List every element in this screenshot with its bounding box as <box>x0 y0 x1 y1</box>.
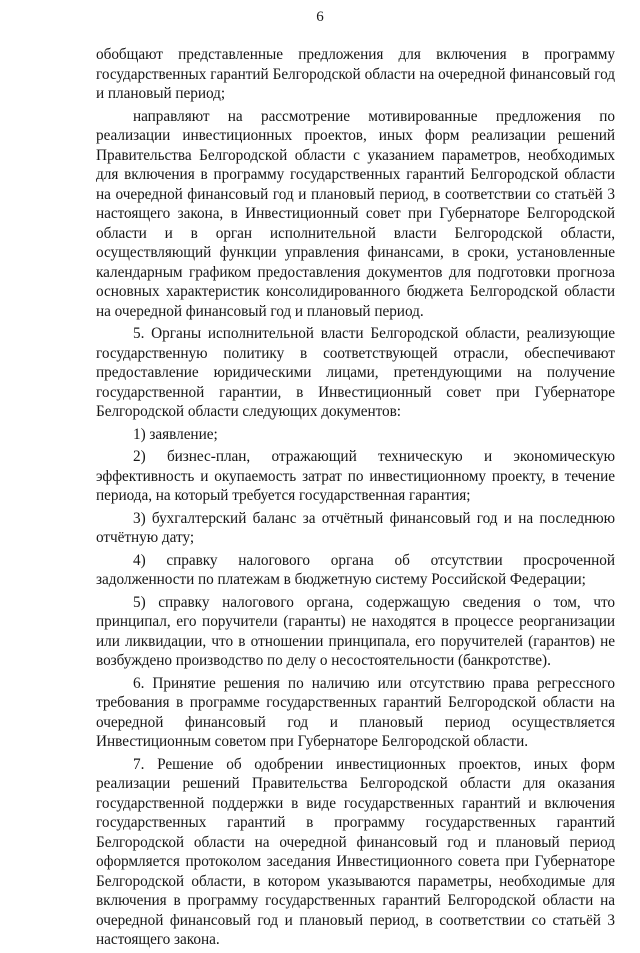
list-item-2: 2) бизнес-план, отражающий техническую и экономическую эффективность и окупаемость затрат по инвестиционному проекту, в течение периода, на который требуется государственная гарантия; <box>96 448 615 504</box>
page-number: 6 <box>316 9 324 25</box>
list-item-3: 3) бухгалтерский баланс за отчётный финансовый год и на последнюю отчётную дату; <box>96 509 615 546</box>
paragraph-clause-6: 6. Принятие решения по наличию или отсутствию права регрессного требования в программе государственных гарантий Белгородской области на очередной финансовый год и плановый период осуществляется Инвестиционным советом при Губернаторе Белгородской области. <box>96 674 615 750</box>
list-item-4: 4) справку налогового органа об отсутствии просроченной задолженности по платежам в бюджетную систему Российской Федерации; <box>96 551 615 588</box>
paragraph-proposals: направляют на рассмотрение мотивированные предложения по реализации инвестиционных проектов, иных форм реализации решений Правительства Белгородской области с указанием параметров, необходимых для включения в программу государственных гарантий Белгородской области на очередной финансовый год и плановый период, в соответствии со статьёй 3 настоящего закона, в Инвестиционный совет при Губернаторе Белгородской области и в орган исполнительной власти Белгородской области, осуществляющий функции управления финансами, в сроки, установленные календарным графиком предоставления документов для подготовки прогноза основных характеристик консолидированного бюджета Белгородской области на очередной финансовый год и плановый период. <box>96 107 615 320</box>
paragraph-clause-7: 7. Решение об одобрении инвестиционных проектов, иных форм реализации решений Правительства Белгородской области для оказания государственной поддержки в виде государственных гарантий и включения государственных гарантий в программу государственных гарантий Белгородской области на очередной финансовый год и плановый период оформляется протоколом заседания Инвестиционного совета при Губернаторе Белгородской области, в котором указываются параметры, необходимые для включения в программу государственных гарантий Белгородской области на очередной финансовый год и плановый период, в соответствии со статьёй 3 настоящего закона. <box>96 755 615 948</box>
paragraph-continuation: обобщают представленные предложения для включения в программу государственных гарантий Белгородской области на очередной финансовый год и плановый период; <box>96 46 615 102</box>
list-item-1: 1) заявление; <box>133 425 218 443</box>
document-body <box>96 45 615 953</box>
list-item-5: 5) справку налогового органа, содержащую сведения о том, что принципал, его поручители (гаранты) не находятся в процессе реорганизации или ликвидации, что в отношении принципала, его поручителей (гарантов) не возбуждено производство по делу о несостоятельности (банкротстве). <box>96 593 615 669</box>
paragraph-clause-5: 5. Органы исполнительной власти Белгородской области, реализующие государственную политику в соответствующей отрасли, обеспечивают предоставление юридическими лицами, претендующими на получение государственной гарантии, в Инвестиционный совет при Губернаторе Белгородской области следующих документов: <box>96 325 615 420</box>
